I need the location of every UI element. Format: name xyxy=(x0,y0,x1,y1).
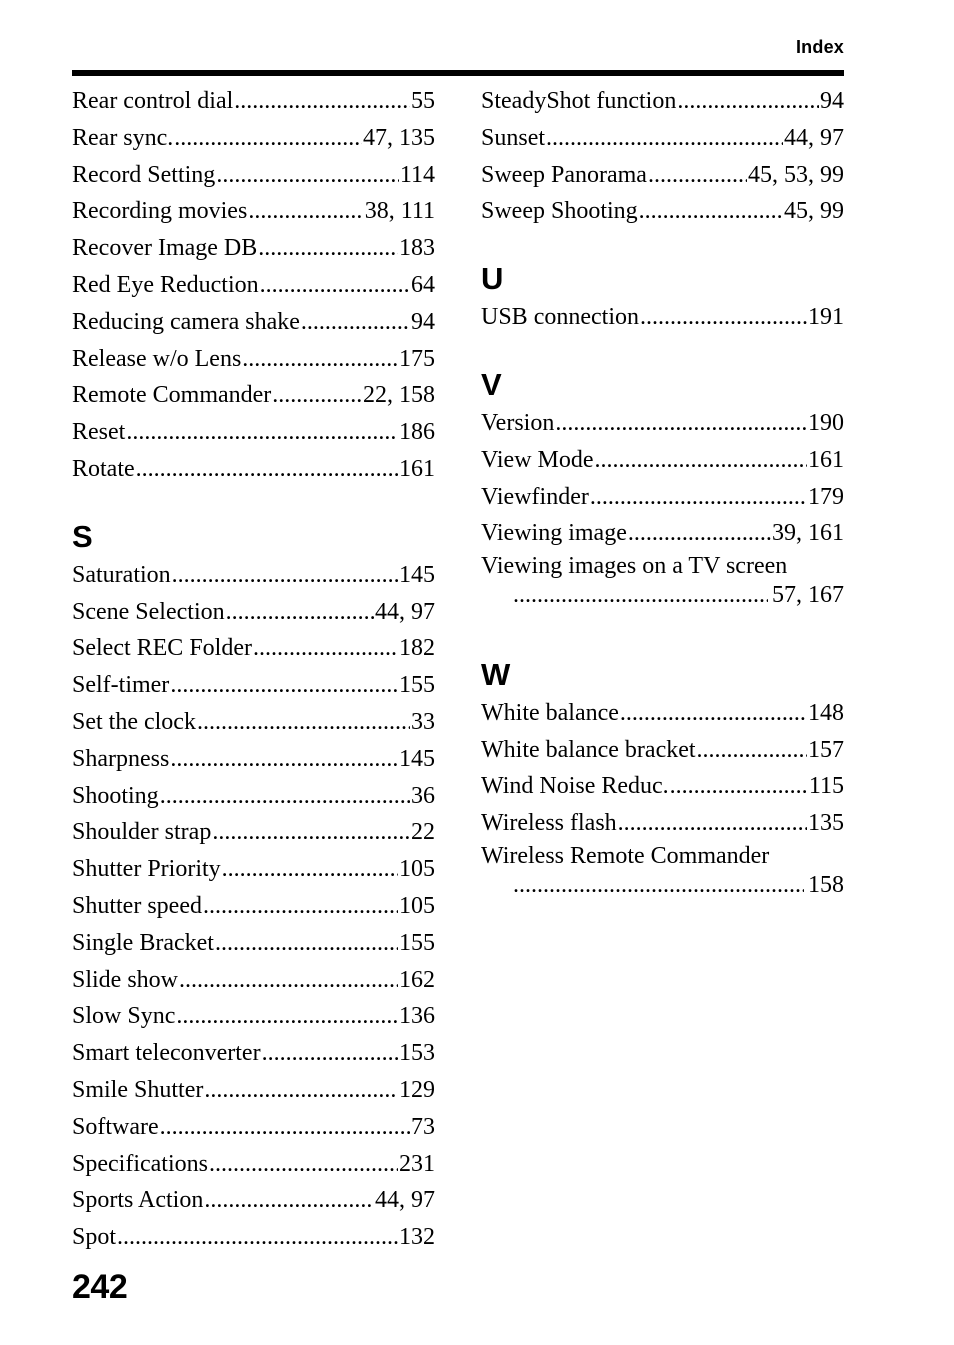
section-heading-s: S xyxy=(72,518,93,554)
index-page-ref: 64 xyxy=(411,271,435,298)
index-entry xyxy=(481,805,844,842)
index-page-ref: 231 xyxy=(399,1150,435,1177)
index-entry xyxy=(72,962,435,999)
index-term: Smile Shutter xyxy=(72,1076,204,1103)
index-entry xyxy=(72,1182,435,1219)
index-entry xyxy=(72,594,435,631)
index-term: Record Setting xyxy=(72,161,216,188)
index-term: Self-timer xyxy=(72,672,170,699)
index-entry xyxy=(72,814,435,851)
dot-leader xyxy=(216,157,399,194)
index-page-ref: 38, 111 xyxy=(364,198,435,225)
index-page-ref: 94 xyxy=(411,308,435,335)
index-entry xyxy=(481,442,844,479)
index-term: Red Eye Reduction xyxy=(72,271,259,298)
dot-leader xyxy=(618,805,807,842)
index-page-ref: 179 xyxy=(808,483,844,510)
section-header-label: Index xyxy=(795,37,844,57)
index-term: Sharpness xyxy=(72,745,170,772)
dot-leader xyxy=(260,267,410,304)
index-term: Shutter speed xyxy=(72,892,202,919)
index-page-ref: 114 xyxy=(399,161,435,188)
index-page-ref: 182 xyxy=(399,635,435,662)
index-page-ref: 44, 97 xyxy=(784,124,844,151)
index-page-ref: 161 xyxy=(399,455,435,482)
index-page-ref: 105 xyxy=(399,856,435,883)
dot-leader xyxy=(640,299,807,336)
dot-leader xyxy=(301,304,410,341)
index-entry-continuation xyxy=(481,581,844,610)
dot-leader xyxy=(628,515,771,552)
dot-leader xyxy=(595,442,807,479)
index-page-ref: 47, 135 xyxy=(363,124,435,151)
index-page-ref: 145 xyxy=(399,745,435,772)
index-term: Rear control dial xyxy=(72,88,234,114)
index-term: Saturation xyxy=(72,561,171,588)
dot-leader xyxy=(212,814,410,851)
index-entry xyxy=(72,1109,435,1146)
index-entry xyxy=(72,741,435,778)
section-heading-w: W xyxy=(481,656,511,692)
index-entry xyxy=(72,230,435,267)
index-entry-wrapped xyxy=(481,552,844,626)
index-column-left xyxy=(72,83,435,1256)
index-term: Select REC Folder xyxy=(72,635,252,662)
index-page-ref: 155 xyxy=(399,672,435,699)
index-page-ref: 33 xyxy=(411,708,435,735)
index-page-ref: 190 xyxy=(808,409,844,436)
dot-leader xyxy=(204,1182,374,1219)
dot-leader xyxy=(253,630,398,667)
index-page-ref: 55 xyxy=(411,88,435,114)
index-term: View Mode xyxy=(481,446,594,473)
index-page-ref: 105 xyxy=(399,892,435,919)
index-entry xyxy=(72,778,435,815)
index-term: Scene Selection xyxy=(72,598,225,625)
index-page-ref: 183 xyxy=(399,235,435,262)
index-term: Viewing image xyxy=(481,520,627,547)
index-term: Slide show xyxy=(72,966,179,993)
index-page-ref: 44, 97 xyxy=(375,1187,435,1214)
index-page-ref: 132 xyxy=(399,1224,435,1251)
index-entry xyxy=(481,157,844,194)
index-entry xyxy=(72,630,435,667)
index-group-v xyxy=(481,405,844,626)
dot-leader xyxy=(172,557,398,594)
index-page-ref: 36 xyxy=(411,782,435,809)
dot-leader xyxy=(160,778,410,815)
index-page-ref: 135 xyxy=(808,810,844,837)
index-page-ref: 155 xyxy=(399,929,435,956)
index-term: Version xyxy=(481,409,555,436)
index-page-ref: 145 xyxy=(399,561,435,588)
index-entry xyxy=(481,83,844,120)
index-group-s-continued xyxy=(481,83,844,230)
dot-leader xyxy=(234,83,410,120)
dot-leader xyxy=(590,479,807,516)
index-entry xyxy=(72,267,435,304)
index-page-ref: 45, 53, 99 xyxy=(748,161,844,188)
index-term: Set the clock xyxy=(72,708,196,735)
index-entry xyxy=(72,157,435,194)
index-page-ref: 161 xyxy=(808,446,844,473)
dot-leader xyxy=(204,1072,398,1109)
dot-leader xyxy=(555,405,807,442)
index-term: Recover Image DB xyxy=(72,235,258,262)
dot-leader xyxy=(513,871,804,900)
dot-leader xyxy=(170,667,398,704)
index-entry-continuation xyxy=(481,871,844,900)
index-term: Smart teleconverter xyxy=(72,1040,261,1067)
dot-leader xyxy=(215,925,398,962)
index-entry-wrapped xyxy=(481,842,844,916)
index-term: Wireless Remote Commander xyxy=(481,842,770,869)
index-term: Sweep Shooting xyxy=(481,198,638,225)
dot-leader xyxy=(513,581,768,610)
index-entry xyxy=(72,1035,435,1072)
index-term: Slow Sync xyxy=(72,1003,176,1030)
index-entry xyxy=(72,414,435,451)
index-entry xyxy=(72,83,435,120)
index-page-ref: 94 xyxy=(820,88,844,114)
index-page-ref: 191 xyxy=(808,304,844,331)
index-term: Sports Action xyxy=(72,1187,204,1214)
index-term: Rear sync. xyxy=(72,124,174,151)
index-term: USB connection xyxy=(481,304,639,331)
index-page-ref: 186 xyxy=(399,419,435,446)
index-entry xyxy=(72,998,435,1035)
index-page-ref: 44, 97 xyxy=(375,598,435,625)
index-term: Wireless flash xyxy=(481,810,617,837)
index-entry xyxy=(72,888,435,925)
section-heading-u: U xyxy=(481,261,504,297)
dot-leader xyxy=(242,341,398,378)
index-term: Spot xyxy=(72,1224,117,1251)
index-term: White balance xyxy=(481,699,619,726)
dot-leader xyxy=(203,888,398,925)
dot-leader xyxy=(160,1109,410,1146)
index-page-ref: 39, 161 xyxy=(772,520,844,547)
index-group-w xyxy=(481,695,844,916)
section-heading-v: V xyxy=(481,366,502,402)
index-term: Rotate xyxy=(72,455,135,482)
dot-leader xyxy=(226,594,374,631)
dot-leader xyxy=(248,193,363,230)
index-page-ref: 45, 99 xyxy=(784,198,844,225)
index-term: Viewfinder xyxy=(481,483,589,510)
index-page-ref: 158 xyxy=(808,871,844,898)
index-term: Release w/o Lens xyxy=(72,345,242,372)
index-term: Recording movies xyxy=(72,198,248,225)
index-entry xyxy=(72,1219,435,1256)
index-entry xyxy=(72,851,435,888)
index-entry xyxy=(72,667,435,704)
index-entry xyxy=(481,479,844,516)
index-entry xyxy=(481,732,844,769)
index-page-ref: 73 xyxy=(411,1113,435,1140)
index-term: Sweep Panorama xyxy=(481,161,647,188)
index-entry xyxy=(481,299,844,336)
dot-leader xyxy=(170,741,398,778)
index-page-ref: 175 xyxy=(399,345,435,372)
index-page-ref: 57, 167 xyxy=(772,581,844,608)
index-page-ref: 115 xyxy=(808,773,844,800)
index-term: Reducing camera shake xyxy=(72,308,300,335)
page-number: 242 xyxy=(72,1268,128,1306)
index-entry xyxy=(72,193,435,230)
index-term: SteadyShot function xyxy=(481,88,677,114)
dot-leader xyxy=(697,732,807,769)
dot-leader xyxy=(126,414,398,451)
index-entry xyxy=(481,768,844,805)
index-entry xyxy=(72,925,435,962)
index-entry xyxy=(481,695,844,732)
index-term: Single Bracket xyxy=(72,929,214,956)
index-entry xyxy=(72,704,435,741)
dot-leader xyxy=(620,695,807,732)
index-term: Shoulder strap xyxy=(72,819,212,846)
index-term: Sunset xyxy=(481,124,546,151)
index-term: Shutter Priority xyxy=(72,856,221,883)
dot-leader xyxy=(639,193,783,230)
dot-leader xyxy=(136,451,398,488)
dot-leader xyxy=(648,157,747,194)
index-entry xyxy=(72,304,435,341)
index-page-ref: 148 xyxy=(808,699,844,726)
dot-leader xyxy=(546,120,783,157)
dot-leader xyxy=(670,768,808,805)
dot-leader xyxy=(222,851,398,888)
index-term: Shooting xyxy=(72,782,159,809)
index-entry xyxy=(481,120,844,157)
index-page-ref: 162 xyxy=(399,966,435,993)
dot-leader xyxy=(209,1146,398,1183)
index-entry xyxy=(72,557,435,594)
dot-leader xyxy=(272,377,362,414)
index-page-ref: 157 xyxy=(808,736,844,763)
index-entry xyxy=(481,515,844,552)
index-page-ref: 129 xyxy=(399,1076,435,1103)
index-entry xyxy=(72,120,435,157)
index-entry xyxy=(72,341,435,378)
index-entry xyxy=(72,1072,435,1109)
index-column-right xyxy=(481,83,844,916)
index-entry xyxy=(481,405,844,442)
dot-leader xyxy=(174,120,362,157)
dot-leader xyxy=(197,704,410,741)
dot-leader xyxy=(262,1035,398,1072)
index-term: Remote Commander xyxy=(72,382,272,409)
dot-leader xyxy=(117,1219,398,1256)
dot-leader xyxy=(258,230,398,267)
index-group-u xyxy=(481,299,844,336)
index-page-ref: 136 xyxy=(399,1003,435,1030)
index-page-ref: 22 xyxy=(411,819,435,846)
dot-leader xyxy=(176,998,398,1035)
index-group-s xyxy=(72,557,435,1256)
index-page-ref: 153 xyxy=(399,1040,435,1067)
index-entry xyxy=(481,193,844,230)
index-term: Specifications xyxy=(72,1150,208,1177)
index-term: White balance bracket xyxy=(481,736,696,763)
index-term: Reset xyxy=(72,419,126,446)
index-term: Wind Noise Reduc. xyxy=(481,773,669,800)
dot-leader xyxy=(677,83,819,120)
index-entry xyxy=(72,377,435,414)
index-term: Viewing images on a TV screen xyxy=(481,553,788,580)
index-entry xyxy=(72,451,435,488)
index-entry xyxy=(72,1146,435,1183)
index-page-ref: 22, 158 xyxy=(363,382,435,409)
dot-leader xyxy=(179,962,398,999)
index-group-r xyxy=(72,83,435,488)
header-rule xyxy=(72,70,844,76)
index-term: Software xyxy=(72,1113,159,1140)
